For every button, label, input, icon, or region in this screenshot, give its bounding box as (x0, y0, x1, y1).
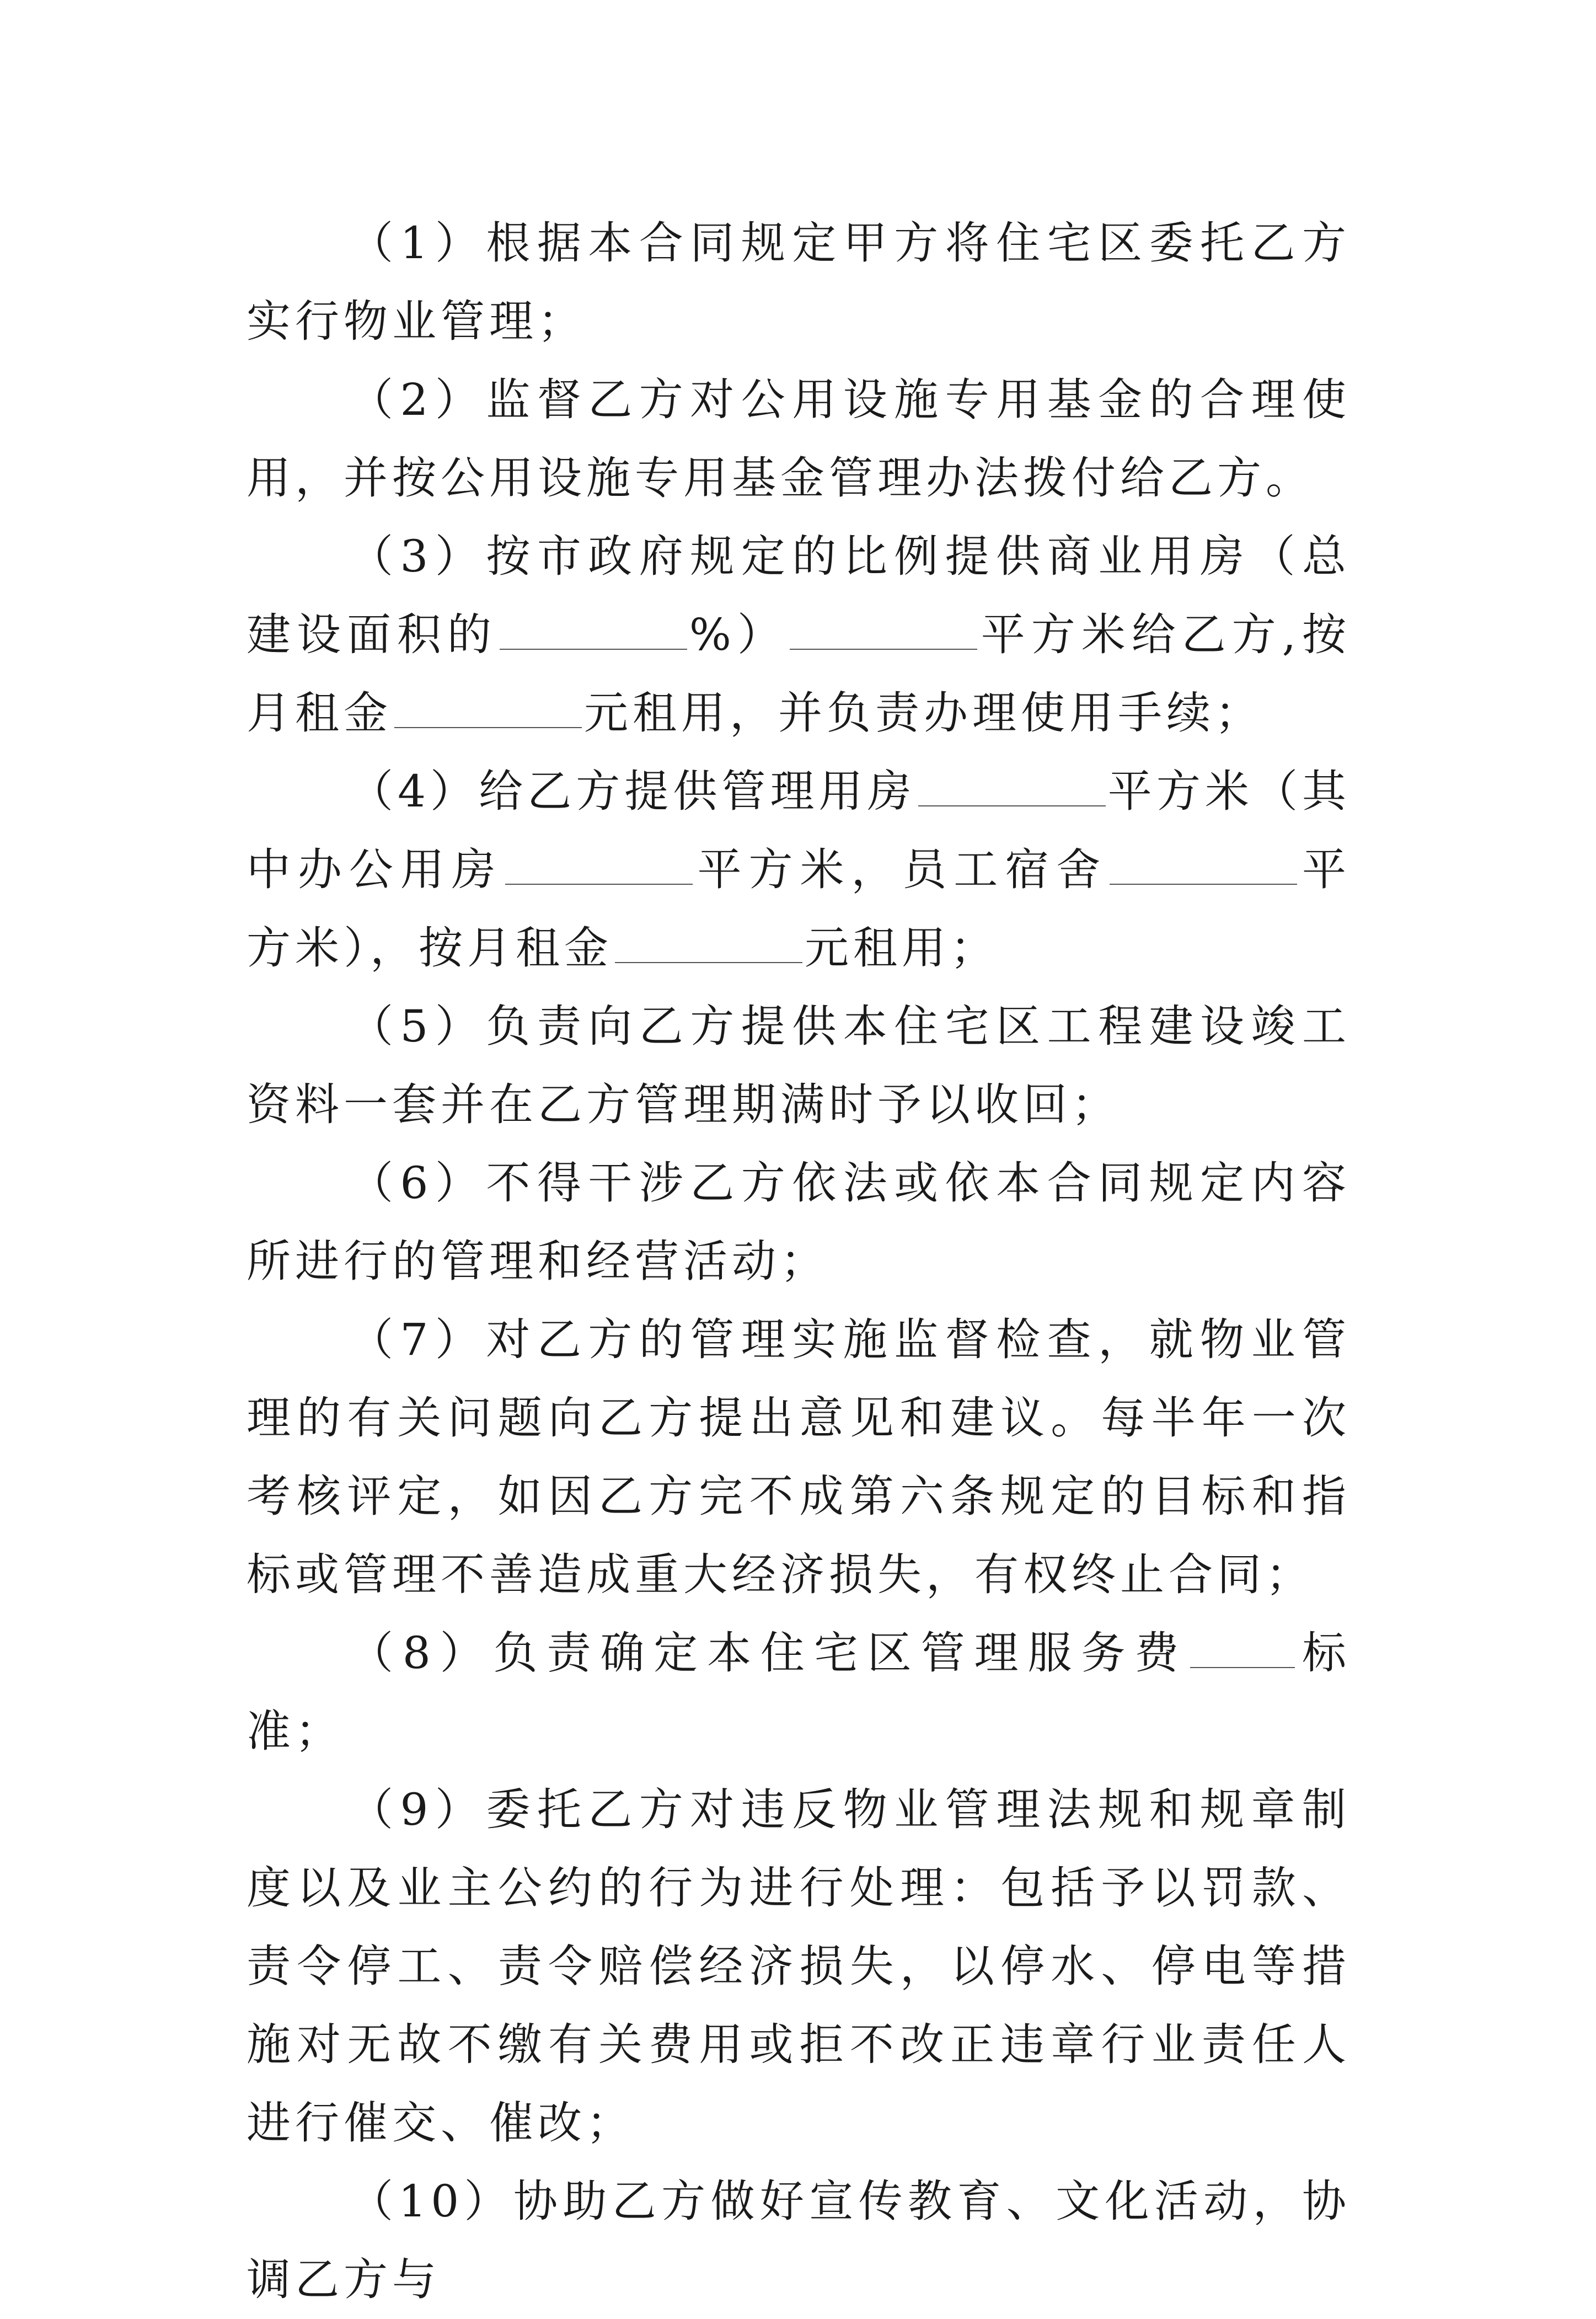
clause-text: 元租用，并负责办理使用手续； (584, 687, 1263, 739)
clause-text: 按市政府规定的比例提供商业用房（总建设面积的 (247, 531, 1351, 660)
clause-text: 协助乙方做好宣传教育、文化活动，协调乙方与 (247, 2176, 1351, 2305)
fill-in-blank[interactable] (1110, 844, 1297, 885)
clause-6 (247, 1144, 1351, 1301)
clause-number: （8） (349, 1627, 494, 1679)
clause-text: 元租用； (805, 922, 999, 974)
fill-in-blank[interactable] (505, 844, 693, 885)
clause-text: 平方米，员工宿舍 (694, 844, 1108, 895)
clause-text: 对乙方的管理实施监督检查，就物业管理的有关问题向乙方提出意见和建议。每半年一次考核评定，如因乙方完不成第六条规定的目标和指标或管理不善造成重大经济损失，有权终止合同； (247, 1314, 1351, 1600)
clause-7 (247, 1301, 1351, 1614)
fill-in-blank[interactable] (500, 609, 687, 650)
clause-text: 根据本合同规定甲方将住宅区委托乙方实行物业管理； (247, 217, 1351, 347)
clause-text: 平方米），按月租金 (247, 844, 1351, 974)
clause-text: 监督乙方对公用设施专用基金的合理使用，并按公用设施专用基金管理办法拨付给乙方。 (247, 374, 1351, 504)
clause-8 (247, 1614, 1351, 1771)
clause-text: 委托乙方对违反物业管理法规和规章制度以及业主公约的行为进行处理：包括予以罚款、责令停工、责令赔偿经济损失，以停水、停电等措施对无故不缴有关费用或拒不改正违章行业责任人进行催交、催改； (247, 1784, 1351, 2149)
clause-number: （3） (349, 531, 486, 582)
fill-in-blank[interactable] (1190, 1627, 1295, 1668)
clause-9 (247, 1771, 1351, 2162)
fill-in-blank[interactable] (394, 687, 582, 728)
clause-1 (247, 204, 1351, 361)
clause-number: （4） (349, 766, 479, 817)
fill-in-blank[interactable] (918, 766, 1106, 806)
clause-number: （5） (349, 1001, 486, 1052)
clause-text: 标准； (247, 1627, 1351, 1757)
clause-text: 平方米（其中办公用房 (247, 766, 1351, 895)
clause-number: （6） (349, 1157, 486, 1209)
clause-number: （9） (349, 1784, 486, 1835)
clause-2 (247, 361, 1351, 517)
clause-number: （10） (349, 2176, 513, 2227)
clause-text: 平方米给乙方,按月租金 (247, 609, 1351, 739)
clause-3 (247, 517, 1351, 752)
clause-number: （1） (349, 217, 486, 269)
clause-number: （7） (349, 1314, 486, 1365)
clause-text: 负责向乙方提供本住宅区工程建设竣工资料一套并在乙方管理期满时予以收回； (247, 1001, 1351, 1130)
clause-text: 负责确定本住宅区管理服务费 (493, 1627, 1188, 1679)
clause-text: %） (689, 609, 788, 660)
clause-text: 不得干涉乙方依法或依本合同规定内容所进行的管理和经营活动； (247, 1157, 1351, 1287)
clause-number: （2） (349, 374, 486, 425)
fill-in-blank[interactable] (615, 922, 802, 963)
clause-text: 给乙方提供管理用房 (479, 766, 916, 817)
fill-in-blank[interactable] (790, 609, 977, 650)
clause-5 (247, 987, 1351, 1144)
document-page (247, 204, 1351, 2319)
clause-4 (247, 752, 1351, 987)
clause-10 (247, 2162, 1351, 2319)
